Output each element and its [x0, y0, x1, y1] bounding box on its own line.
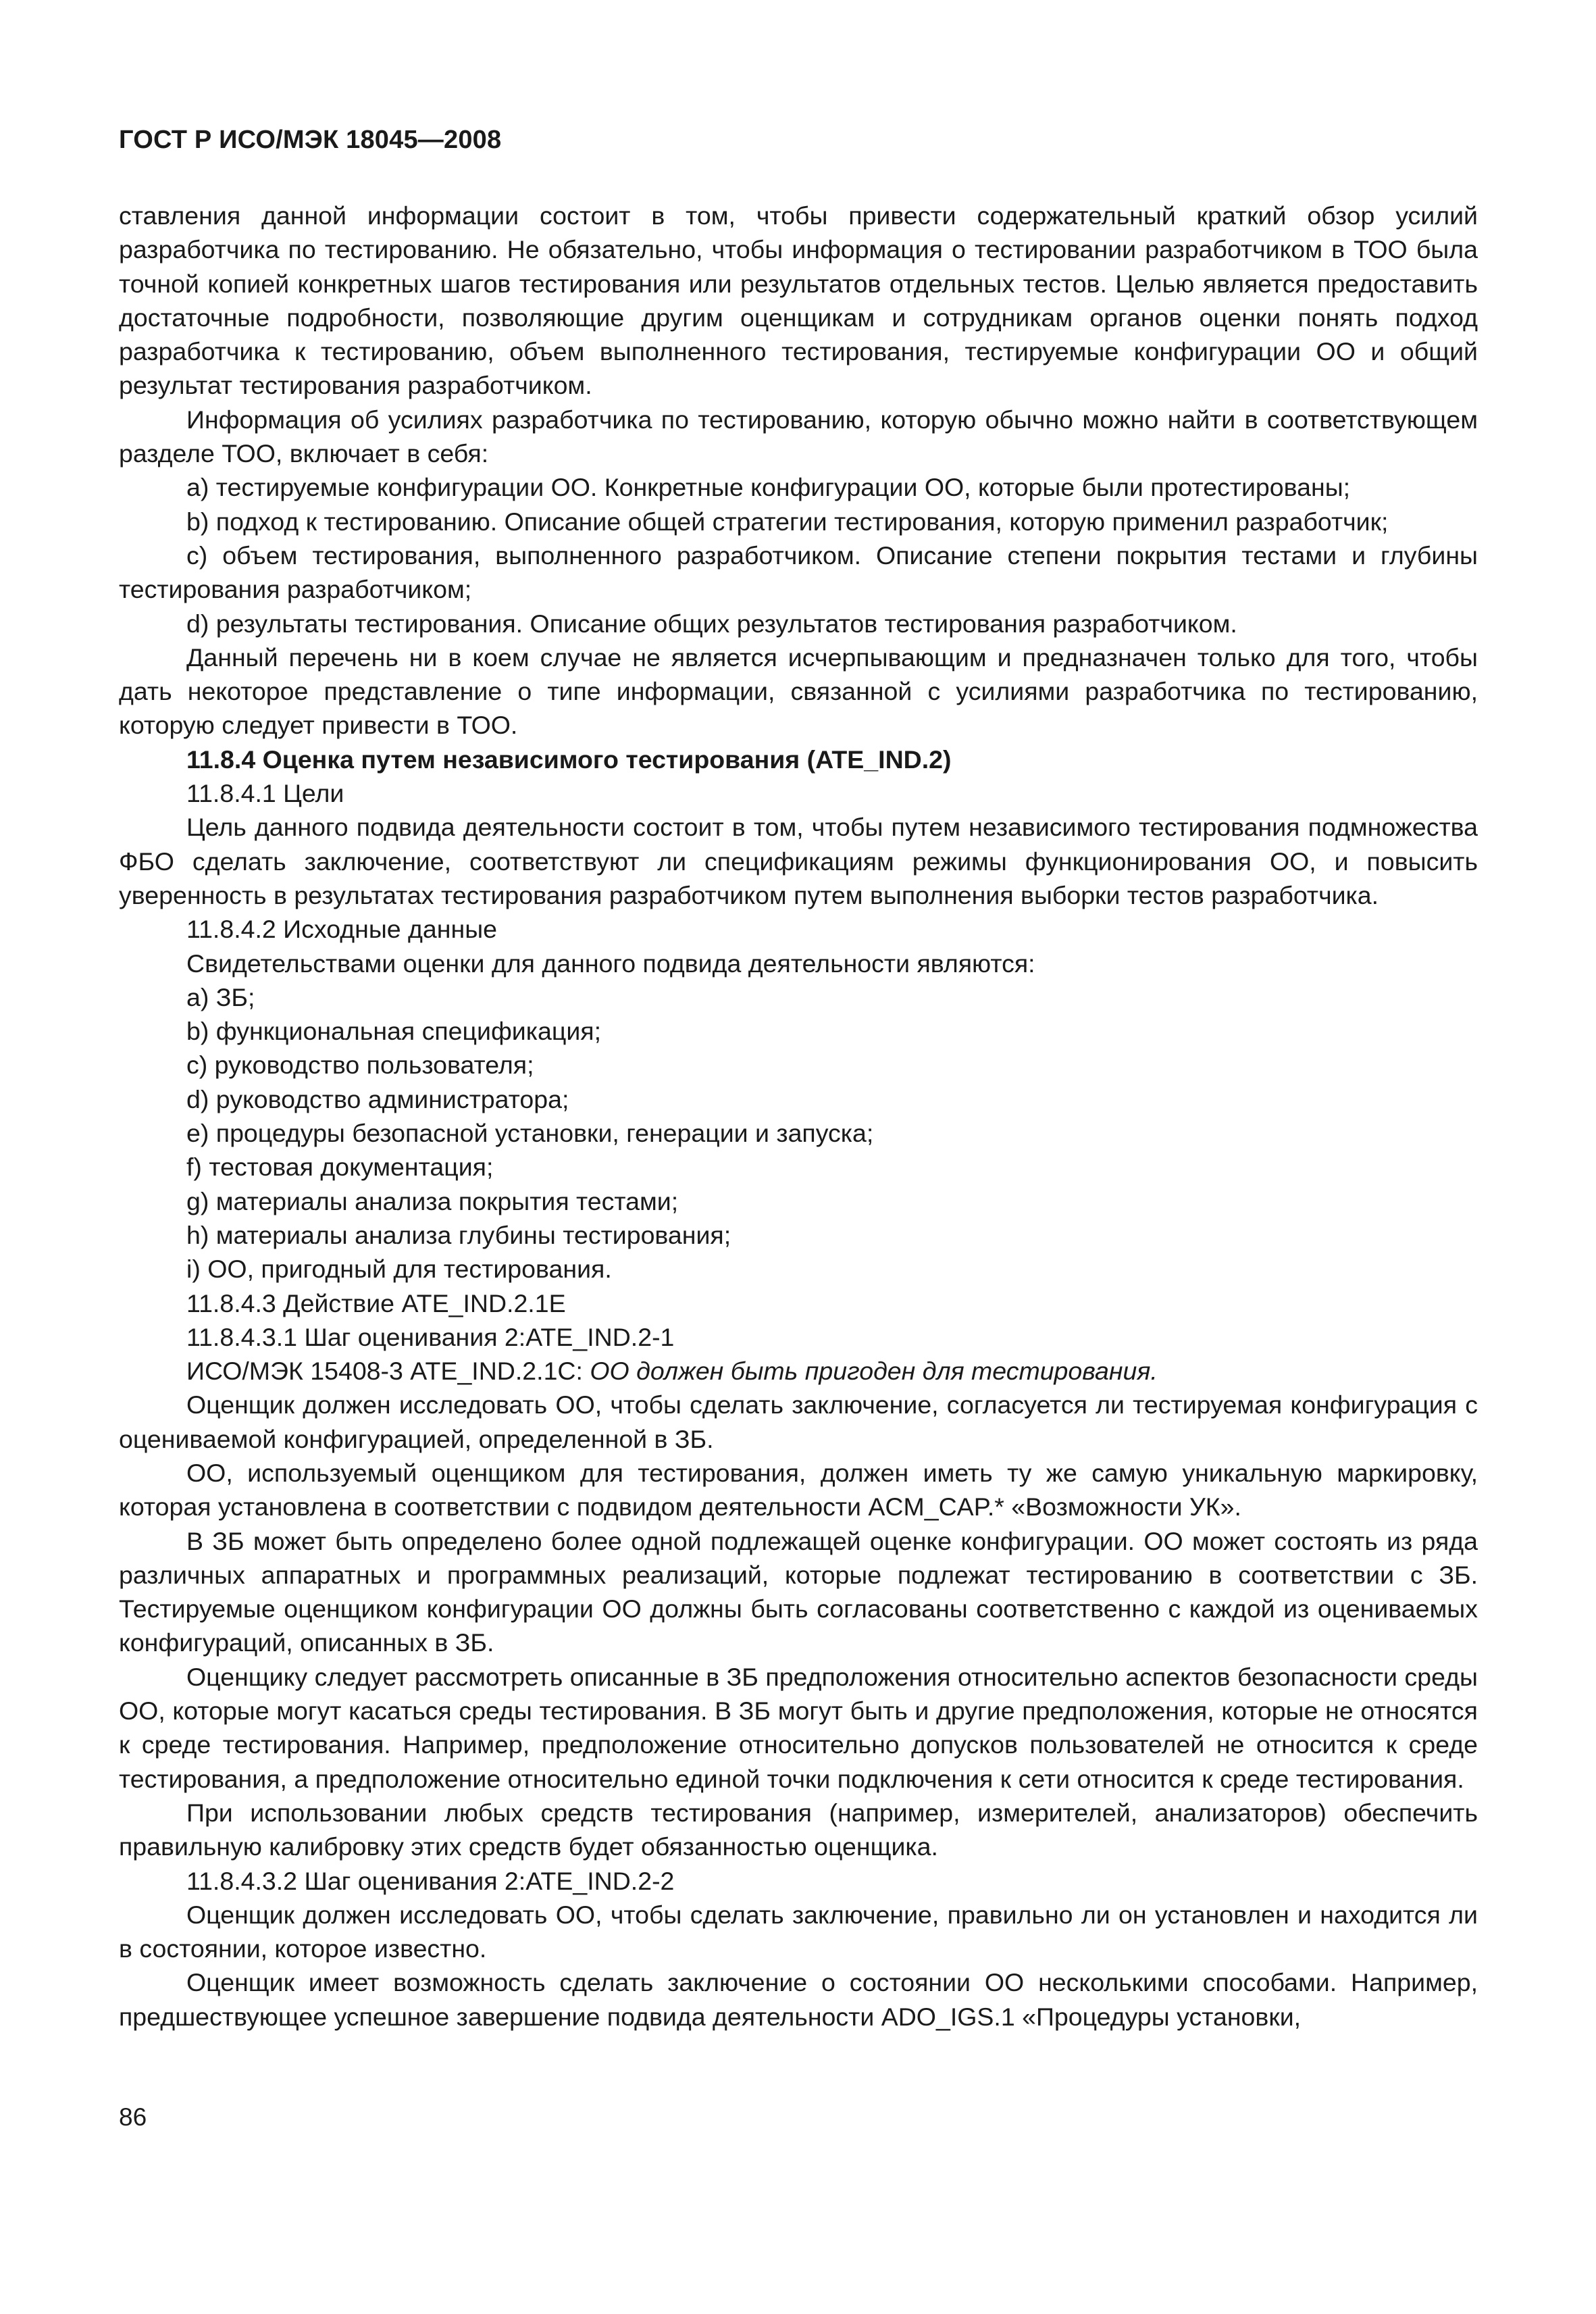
paragraph: [119, 1082, 1478, 1116]
paragraph: [119, 1048, 1478, 1082]
paragraph-text: 11.8.4.3 Действие ATE_IND.2.1E: [186, 1288, 566, 1317]
paragraph-text: Цель данного подвида деятельности состоит в том, чтобы путем независимого тестирования подмножества ФБО сделать заключение, соответствуют ли спецификациям режимы функционирования ОО, и повысить уверенность в результатах тестирования разработчиком путем выполнения выборки тестов разработчика.: [119, 813, 1478, 909]
section-heading: [119, 743, 1478, 776]
paragraph: [119, 505, 1478, 538]
document-page: [119, 0, 1478, 2314]
paragraph: [119, 776, 1478, 810]
paragraph: [119, 1252, 1478, 1286]
paragraph-text: Оценщик должен исследовать ОО, чтобы сделать заключение, правильно ли он установлен и находится ли в состоянии, которое известно.: [119, 1900, 1478, 1963]
paragraph: [119, 1354, 1478, 1388]
paragraph-text: Оценщик должен исследовать ОО, чтобы сделать заключение, согласуется ли тестируемая конфигурация с оцениваемой конфигурацией, определенной в ЗБ.: [119, 1390, 1478, 1453]
document-header: ГОСТ Р ИСО/МЭК 18045—2008: [119, 126, 502, 154]
paragraph: [119, 403, 1478, 471]
paragraph-text: ИСО/МЭК 15408-3 ATE_IND.2.1C:: [186, 1357, 590, 1386]
paragraph: [119, 1184, 1478, 1218]
paragraph: [119, 1864, 1478, 1898]
paragraph-text: d) результаты тестирования. Описание общих результатов тестирования разработчиком.: [186, 609, 1237, 638]
paragraph: [119, 538, 1478, 607]
paragraph-text: c) объем тестирования, выполненного разработчиком. Описание степени покрытия тестами и глубины тестирования разработчиком;: [119, 540, 1478, 604]
document-body: [119, 199, 1478, 2034]
paragraph: [119, 912, 1478, 946]
paragraph: [119, 1660, 1478, 1796]
paragraph-text: 11.8.4 Оценка путем независимого тестирования (ATE_IND.2): [186, 745, 952, 774]
paragraph: [119, 980, 1478, 1014]
paragraph-text: Оценщику следует рассмотреть описанные в ЗБ предположения относительно аспектов безопасности среды ОО, которые могут касаться среды тестирования. В ЗБ могут быть и другие предположения, которые не относятся к среде тестирования. Например, предположение относительно допусков пользователей не относится к среде тестирования, а предположение относительно единой точки подключения к сети относится к среде тестирования.: [119, 1662, 1478, 1793]
paragraph: [119, 1286, 1478, 1320]
page-number: 86: [119, 2103, 147, 2131]
paragraph: [119, 199, 1478, 403]
paragraph-text: i) ОО, пригодный для тестирования.: [186, 1255, 612, 1284]
paragraph: [119, 607, 1478, 640]
paragraph-text: h) материалы анализа глубины тестирования;: [186, 1220, 731, 1249]
paragraph-text: d) руководство администратора;: [186, 1084, 569, 1113]
paragraph: [119, 947, 1478, 980]
paragraph: [119, 810, 1478, 912]
paragraph-text: ОО, используемый оценщиком для тестирования, должен иметь ту же самую уникальную маркировку, которая установлена в соответствии с подвидом деятельности ACM_CAP.* «Возможности УК».: [119, 1458, 1478, 1521]
paragraph: [119, 1014, 1478, 1048]
paragraph: [119, 1456, 1478, 1524]
paragraph-text: При использовании любых средств тестирования (например, измерителей, анализаторов) обеспечить правильную калибровку этих средств будет обязанностью оценщика.: [119, 1798, 1478, 1861]
paragraph: [119, 1150, 1478, 1184]
paragraph: [119, 1524, 1478, 1660]
paragraph-text: 11.8.4.3.2 Шаг оценивания 2:ATE_IND.2-2: [186, 1866, 675, 1895]
paragraph: [119, 1116, 1478, 1150]
paragraph: [119, 1320, 1478, 1354]
paragraph-text: a) ЗБ;: [186, 982, 255, 1011]
paragraph-text: b) подход к тестированию. Описание общей стратегии тестирования, которую применил разработчик;: [186, 507, 1389, 536]
paragraph-text: a) тестируемые конфигурации ОО. Конкретные конфигурации ОО, которые были протестированы;: [186, 473, 1351, 502]
paragraph: [119, 1388, 1478, 1456]
paragraph-text: c) руководство пользователя;: [186, 1051, 534, 1080]
paragraph-text: g) материалы анализа покрытия тестами;: [186, 1186, 679, 1215]
paragraph-text: 11.8.4.2 Исходные данные: [186, 915, 498, 944]
paragraph-text: Данный перечень ни в коем случае не является исчерпывающим и предназначен только для того, чтобы дать некоторое представление о типе информации, связанной с усилиями разработчика по тестированию, которую следует привести в ТОО.: [119, 643, 1478, 740]
paragraph: [119, 1218, 1478, 1252]
paragraph-text: ставления данной информации состоит в том, чтобы привести содержательный краткий обзор усилий разработчика по тестированию. Не обязательно, чтобы информация о тестировании разработчиком в ТОО была точной копией конкретных шагов тестирования или результатов отдельных тестов. Целью является предоставить достаточные подробности, позволяющие другим оценщикам и сотрудникам органов оценки понять подход разработчика к тестированию, объем выполненного тестирования, тестируемые конфигурации ОО и общий результат тестирования разработчиком.: [119, 201, 1478, 400]
paragraph-text: В ЗБ может быть определено более одной подлежащей оценке конфигурации. ОО может состоять из ряда различных аппаратных и программных реализаций, которые подлежат тестированию в соответствии с ЗБ. Тестируемые оценщиком конфигурации ОО должны быть согласованы соответственно с каждой из оцениваемых конфигураций, описанных в ЗБ.: [119, 1526, 1478, 1657]
paragraph-text: Информация об усилиях разработчика по тестированию, которую обычно можно найти в соответствующем разделе ТОО, включает в себя:: [119, 405, 1478, 468]
paragraph: [119, 1898, 1478, 1966]
paragraph-text: e) процедуры безопасной установки, генерации и запуска;: [186, 1119, 874, 1148]
paragraph-text: Свидетельствами оценки для данного подвида деятельности являются:: [186, 949, 1035, 978]
italic-text: ОО должен быть пригоден для тестирования.: [590, 1357, 1158, 1386]
paragraph: [119, 470, 1478, 504]
paragraph-text: 11.8.4.1 Цели: [186, 779, 344, 808]
paragraph: [119, 640, 1478, 743]
paragraph: [119, 1796, 1478, 1864]
paragraph-text: b) функциональная спецификация;: [186, 1017, 601, 1046]
paragraph-text: 11.8.4.3.1 Шаг оценивания 2:ATE_IND.2-1: [186, 1322, 675, 1351]
paragraph-text: f) тестовая документация;: [186, 1153, 494, 1182]
paragraph-text: Оценщик имеет возможность сделать заключение о состоянии ОО несколькими способами. Например, предшествующее успешное завершение подвида деятельности ADO_IGS.1 «Процедуры установки,: [119, 1968, 1478, 2031]
paragraph: [119, 1965, 1478, 2034]
